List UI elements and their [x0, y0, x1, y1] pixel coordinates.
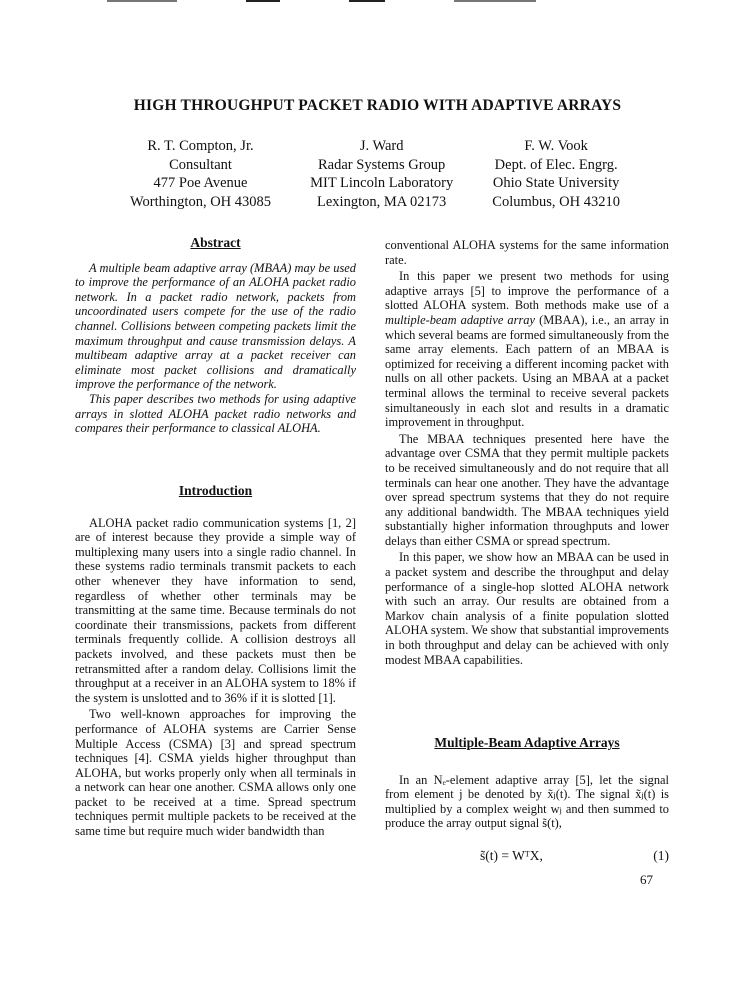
author-vook [492, 137, 620, 211]
equation-number: (1) [653, 848, 669, 863]
author-compton [130, 137, 271, 211]
advantage-paragraph: The MBAA techniques presented here have the advantage over CSMA that they permit multiple packets to be received simultaneously and do not require that all terminals can hear one another. They have the advantage over spread spectrum systems that they do not require any additional bandwidth. The MBAA techniques yield substantially higher information throughputs and lower delays than either CSMA or spread spectrum. [385, 431, 669, 548]
introduction-heading: Introduction [178, 483, 253, 498]
scan-rule [246, 0, 280, 2]
italic-term: multiple-beam adaptive array [385, 312, 535, 327]
equation-body: s̃(t) = WᵀX, [480, 848, 543, 863]
author-address: 477 Poe Avenue [153, 175, 248, 191]
scan-rule [454, 0, 536, 2]
author-affiliation: Consultant [169, 156, 232, 173]
right-column-text [385, 238, 669, 667]
author-address: Worthington, OH 43085 [130, 193, 272, 210]
author-block [130, 137, 620, 211]
abstract-paragraph: This paper describes two methods for using adaptive arrays in slotted ALOHA packet radio networks and compares their performance to classical ALOHA. [75, 391, 356, 436]
abstract-paragraph: A multiple beam adaptive array (MBAA) may be used to improve the performance of an ALOHA packet radio network. In a packet radio network, packets from uncoordinated users compete for the use of the radio channel. Collisions between competing packets limit the maximum throughput and cause transmission delays. A multibeam adaptive array at a packet receiver can eliminate most packet collisions and dramatically improve the performance of the network. [75, 260, 356, 392]
scan-rule [107, 0, 177, 2]
mbaa-paragraph: In an Nₑ-element adaptive array [5], let the signal from element j be denoted by x̃ⱼ(t). The signal x̃ⱼ(t) is multiplied by a complex weight wⱼ and then summed to produce the array output signal s̃(t), [385, 772, 669, 831]
intro-paragraph: Two well-known approaches for improving the performance of ALOHA systems are Carrier Sense Multiple Access (CSMA) [3] and spread spectrum techniques [4]. CSMA yields higher throughput than ALOHA, but works properly only when all terminals in a network can hear one another. CSMA allows only one packet to be received at a time. Spread spectrum techniques permit multiple packets to be received at the same time but require much wider bandwidth than [75, 707, 356, 839]
paper-title: HIGH THROUGHPUT PACKET RADIO WITH ADAPTIVE ARRAYS [133, 97, 622, 114]
author-address: MIT Lincoln Laboratory [310, 175, 454, 191]
overview-paragraph: In this paper, we show how an MBAA can be used in a packet system and describe the throughput and delay performance of a single-hop slotted ALOHA network with such an array. Our results are obtained from a Markov chain analysis of a finite population slotted ALOHA system. We show that substantial improvements in both throughput and delay can be achieved with only modest MBAA capabilities. [385, 550, 669, 667]
author-name: F. W. Vook [524, 138, 588, 154]
mbaa-section [385, 736, 669, 831]
intro-paragraph: ALOHA packet radio communication systems [1, 2] are of interest because they provide a simple way of multiplexing many users into a single radio channel. In these systems radio terminals transmit packets to each other whenever they have information to send, regardless of whether other terminals may be transmitting at the same time. Because terminals do not coordinate their transmissions, packets from different terminals frequently collide. A collision destroys all packets involved, and these packets must then be retransmitted after a random delay. Collisions limit the throughput at a receiver in an ALOHA system to 18% if the system is unslotted and to 36% if it is slotted [1]. [75, 515, 356, 705]
abstract-section [75, 236, 356, 436]
abstract-heading: Abstract [190, 235, 241, 250]
scan-rule [349, 0, 385, 2]
author-affiliation: Dept. of Elec. Engrg. [494, 156, 618, 173]
author-name: R. T. Compton, Jr. [147, 138, 254, 154]
author-ward [310, 137, 453, 211]
page-number: 67 [640, 872, 653, 887]
text-run: In this paper we present two methods for using adaptive arrays [5] to improve the performance of a slotted ALOHA system. Both methods make use of a [385, 269, 669, 313]
author-address: Lexington, MA 02173 [317, 193, 447, 210]
methods-paragraph [385, 269, 669, 430]
mbaa-heading: Multiple-Beam Adaptive Arrays [434, 735, 620, 750]
continued-paragraph: conventional ALOHA systems for the same information rate. [385, 238, 669, 267]
author-affiliation: Radar Systems Group [318, 156, 446, 173]
text-run: (MBAA), i.e., an array in which several beams are formed simultaneously from the same array elements. Each pattern of an MBAA is optimized for receiving a different incoming packet with nulls on all other packets. Using an MBAA at a packet terminal allows the terminal to receive several packets simultaneously in each slot and results in a dramatic improvement in throughput. [385, 312, 669, 430]
author-address: Columbus, OH 43210 [492, 193, 620, 210]
author-address: Ohio State University [492, 175, 620, 191]
introduction-section [75, 484, 356, 839]
author-name: J. Ward [359, 138, 404, 154]
